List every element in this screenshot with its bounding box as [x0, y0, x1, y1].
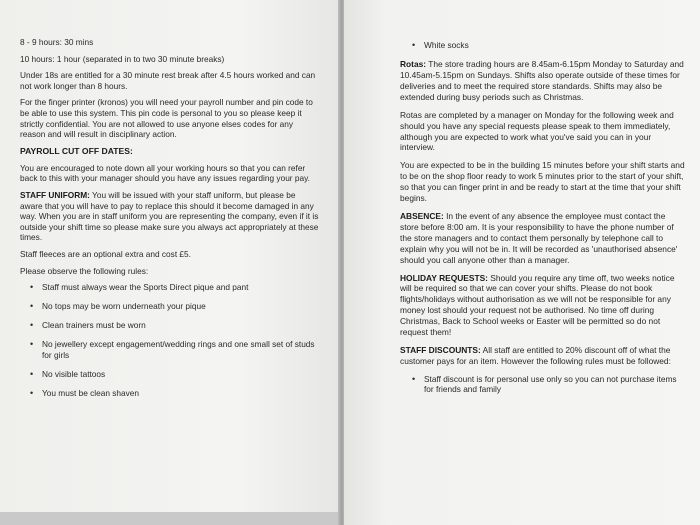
rules-intro: Please observe the following rules: — [20, 265, 149, 276]
uniform-heading: STAFF UNIFORM: — [20, 189, 90, 200]
absence-heading: ABSENCE: — [400, 210, 444, 221]
list-item: • No jewellery except engagement/wedding rings and one small set of studs for girls — [42, 339, 320, 360]
fleeces-paragraph: Staff fleeces are an optional extra and cost £5. — [20, 248, 191, 259]
uniform-rules-continued — [400, 40, 686, 51]
break-8-9-hours: 8 - 9 hours: 30 mins — [20, 37, 94, 47]
discount-text: All staff are entitled to 20% discount off of what the customer pays for an item. However the following rules must be followed: — [400, 344, 671, 366]
holiday-paragraph — [400, 273, 686, 338]
list-item: • No visible tattoos — [42, 369, 320, 380]
discount-rules-list — [400, 374, 686, 395]
list-item: • Staff must always wear the Sports Direct pique and pant — [42, 282, 320, 293]
payroll-paragraph: You are encouraged to note down all your working hours so that you can refer back to this with your manager should you have any issues regarding your pay. — [20, 162, 310, 184]
list-item: • Staff discount is for personal use only so you can not purchase items for friends and family — [424, 374, 686, 395]
rotas-paragraph-2: Rotas are completed by a manager on Monday for the following week and should you have any special requests please speak to them immediately, although you are expected to work what you've said you can in your interview. — [400, 109, 674, 153]
rotas-paragraph — [400, 59, 686, 103]
rotas-heading: Rotas: — [400, 59, 427, 70]
discount-heading: STAFF DISCOUNTS: — [400, 344, 481, 355]
payroll-heading: PAYROLL CUT OFF DATES: — [20, 145, 133, 156]
absence-text: In the event of any absence the employee must contact the store before 8:00 am. It is your responsibility to have the phone number of the store managers and to contact them personally by telephone call to explain why you will not be in. It will be recorded as 'unauthorised absence' should you call anyone other than a manager. — [400, 210, 678, 265]
rotas-paragraph-3: You are expected to be in the building 15 minutes before your shift starts and to be on the shop floor ready to work 5 minutes prior to the start of your shift, so that you can finger print in and be ready to start at the time that your shift begins. — [400, 160, 685, 204]
uniform-rules-list — [20, 282, 320, 399]
discount-paragraph — [400, 345, 686, 367]
list-item: • Clean trainers must be worn — [42, 320, 320, 331]
right-page — [344, 0, 700, 525]
uniform-text: You will be issued with your staff uniform, but please be aware that you will have to pay to replace this should it become damaged in any way. When you are in staff uniform you are representing the company, even if it is outside your shift time so please make sure you always act appropriately at these times. — [20, 189, 319, 243]
list-item: • You must be clean shaven — [42, 388, 320, 399]
absence-paragraph — [400, 211, 686, 266]
list-item: • White socks — [424, 40, 686, 51]
holiday-heading: HOLIDAY REQUESTS: — [400, 272, 488, 283]
left-page — [0, 0, 340, 512]
rotas-text: The store trading hours are 8.45am-6.15pm Monday to Saturday and 10.45am-5.15pm on Sundays. Shifts also operate outside of these times for deliveries and to meet the required store standards. Shifts may also be extended during busy periods such as Christmas. — [400, 59, 684, 102]
finger-printer-paragraph: For the finger printer (kronos) you will need your payroll number and pin code to be able to use this system. This pin code is personal to you so please keep it strictly confidential. You are not allowed to use anyone elses codes for any reason and will result in disciplinary action. — [20, 97, 313, 140]
uniform-paragraph — [20, 190, 320, 243]
list-item: • No tops may be worn underneath your pique — [42, 301, 320, 312]
holiday-text: Should you require any time off, two weeks notice will be required so that we can cover your shifts. Please do not book flights/holidays without authorisation as we will not be responsible for any money lost should your request not be authorised. No time off during Christmas, Back to School weeks or Easter will be permitted so do not request them! — [400, 272, 675, 338]
under-18-rule: Under 18s are entitled for a 30 minute rest break after 4.5 hours worked and can not work longer than 8 hours. — [20, 70, 316, 91]
break-10-hours: 10 hours: 1 hour (separated in to two 30 minute breaks) — [20, 53, 225, 64]
